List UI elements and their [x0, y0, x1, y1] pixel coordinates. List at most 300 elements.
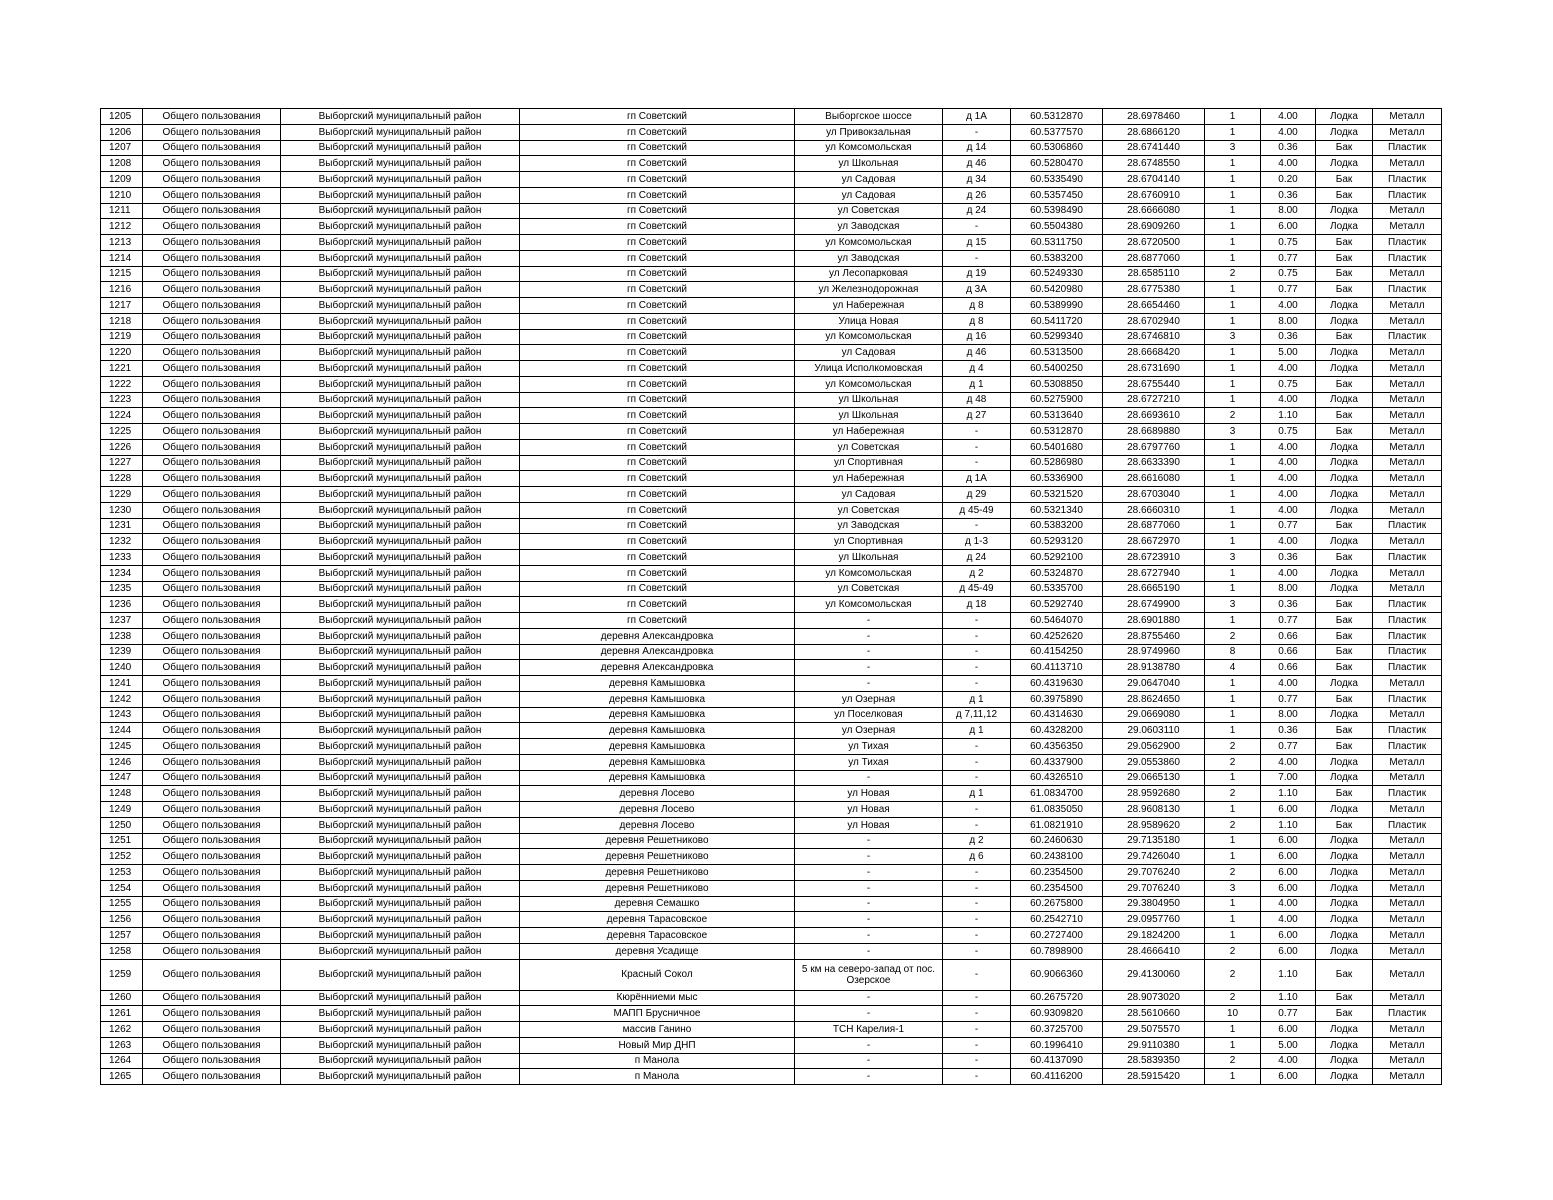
settlement-cell: п Манола [520, 1069, 795, 1085]
container-type-cell: Лодка [1316, 912, 1373, 928]
row-number-cell: 1261 [101, 1006, 143, 1022]
house-cell: - [943, 754, 1011, 770]
table-row [101, 345, 1442, 361]
house-cell: - [943, 880, 1011, 896]
row-number-cell: 1244 [101, 723, 143, 739]
usage-type-cell: Общего пользования [143, 581, 281, 597]
volume-cell: 0.77 [1261, 691, 1316, 707]
usage-type-cell: Общего пользования [143, 376, 281, 392]
container-count-cell: 1 [1205, 896, 1261, 912]
volume-cell: 0.36 [1261, 187, 1316, 203]
table-row [101, 943, 1442, 959]
house-cell: - [943, 439, 1011, 455]
settlement-cell: деревня Тарасовское [520, 928, 795, 944]
latitude-cell: 60.5292740 [1011, 597, 1103, 613]
settlement-cell: гп Советский [520, 455, 795, 471]
latitude-cell: 60.5249330 [1011, 266, 1103, 282]
house-cell: - [943, 896, 1011, 912]
settlement-cell: гп Советский [520, 187, 795, 203]
row-number-cell: 1233 [101, 550, 143, 566]
street-cell: ТСН Карелия-1 [795, 1022, 943, 1038]
street-cell: - [795, 912, 943, 928]
container-type-cell: Бак [1316, 376, 1373, 392]
row-number-cell: 1216 [101, 282, 143, 298]
district-cell: Выборгский муниципальный район [281, 376, 520, 392]
row-number-cell: 1264 [101, 1053, 143, 1069]
district-cell: Выборгский муниципальный район [281, 644, 520, 660]
row-number-cell: 1209 [101, 172, 143, 188]
street-cell: - [795, 943, 943, 959]
table-row [101, 628, 1442, 644]
table-row [101, 770, 1442, 786]
table-row [101, 424, 1442, 440]
settlement-cell: гп Советский [520, 282, 795, 298]
volume-cell: 0.77 [1261, 250, 1316, 266]
district-cell: Выборгский муниципальный район [281, 140, 520, 156]
district-cell: Выборгский муниципальный район [281, 235, 520, 251]
usage-type-cell: Общего пользования [143, 786, 281, 802]
row-number-cell: 1230 [101, 502, 143, 518]
settlement-cell: гп Советский [520, 109, 795, 125]
house-cell: д 4 [943, 361, 1011, 377]
longitude-cell: 28.6668420 [1103, 345, 1205, 361]
material-cell: Металл [1373, 1022, 1442, 1038]
usage-type-cell: Общего пользования [143, 156, 281, 172]
table-row [101, 298, 1442, 314]
table-row [101, 140, 1442, 156]
row-number-cell: 1205 [101, 109, 143, 125]
longitude-cell: 28.6727210 [1103, 392, 1205, 408]
container-type-cell: Лодка [1316, 880, 1373, 896]
volume-cell: 0.36 [1261, 597, 1316, 613]
table-row [101, 691, 1442, 707]
longitude-cell: 28.5915420 [1103, 1069, 1205, 1085]
house-cell: д 15 [943, 235, 1011, 251]
container-type-cell: Бак [1316, 250, 1373, 266]
container-type-cell: Лодка [1316, 770, 1373, 786]
usage-type-cell: Общего пользования [143, 471, 281, 487]
settlement-cell: гп Советский [520, 534, 795, 550]
district-cell: Выборгский муниципальный район [281, 298, 520, 314]
settlement-cell: деревня Усадище [520, 943, 795, 959]
longitude-cell: 29.4130060 [1103, 959, 1205, 990]
row-number-cell: 1235 [101, 581, 143, 597]
container-type-cell: Лодка [1316, 534, 1373, 550]
settlement-cell: деревня Лосево [520, 817, 795, 833]
longitude-cell: 28.6746810 [1103, 329, 1205, 345]
latitude-cell: 60.4319630 [1011, 676, 1103, 692]
street-cell: ул Садовая [795, 172, 943, 188]
usage-type-cell: Общего пользования [143, 518, 281, 534]
usage-type-cell: Общего пользования [143, 833, 281, 849]
latitude-cell: 60.5280470 [1011, 156, 1103, 172]
container-count-cell: 2 [1205, 266, 1261, 282]
material-cell: Металл [1373, 959, 1442, 990]
material-cell: Металл [1373, 565, 1442, 581]
row-number-cell: 1259 [101, 959, 143, 990]
settlement-cell: гп Советский [520, 471, 795, 487]
latitude-cell: 60.2438100 [1011, 849, 1103, 865]
table-row [101, 235, 1442, 251]
latitude-cell: 60.5411720 [1011, 313, 1103, 329]
usage-type-cell: Общего пользования [143, 691, 281, 707]
material-cell: Пластик [1373, 613, 1442, 629]
longitude-cell: 28.6666080 [1103, 203, 1205, 219]
volume-cell: 0.75 [1261, 376, 1316, 392]
container-type-cell: Бак [1316, 597, 1373, 613]
district-cell: Выборгский муниципальный район [281, 219, 520, 235]
latitude-cell: 60.5401680 [1011, 439, 1103, 455]
latitude-cell: 60.5324870 [1011, 565, 1103, 581]
house-cell: д 14 [943, 140, 1011, 156]
table-row [101, 613, 1442, 629]
container-type-cell: Бак [1316, 691, 1373, 707]
data-table [100, 108, 1442, 1085]
material-cell: Металл [1373, 439, 1442, 455]
settlement-cell: деревня Камышовка [520, 707, 795, 723]
volume-cell: 8.00 [1261, 203, 1316, 219]
district-cell: Выборгский муниципальный район [281, 959, 520, 990]
district-cell: Выборгский муниципальный район [281, 565, 520, 581]
street-cell: ул Поселковая [795, 707, 943, 723]
table-row [101, 1022, 1442, 1038]
material-cell: Металл [1373, 833, 1442, 849]
table-row [101, 990, 1442, 1006]
table-row [101, 408, 1442, 424]
container-type-cell: Бак [1316, 187, 1373, 203]
volume-cell: 1.10 [1261, 817, 1316, 833]
material-cell: Металл [1373, 109, 1442, 125]
table-row [101, 376, 1442, 392]
row-number-cell: 1250 [101, 817, 143, 833]
usage-type-cell: Общего пользования [143, 849, 281, 865]
table-row [101, 786, 1442, 802]
container-count-cell: 2 [1205, 943, 1261, 959]
volume-cell: 0.36 [1261, 329, 1316, 345]
volume-cell: 4.00 [1261, 124, 1316, 140]
container-type-cell: Бак [1316, 282, 1373, 298]
street-cell: Улица Новая [795, 313, 943, 329]
house-cell: д 45-49 [943, 581, 1011, 597]
table-row [101, 1069, 1442, 1085]
row-number-cell: 1247 [101, 770, 143, 786]
table-row [101, 203, 1442, 219]
material-cell: Металл [1373, 1053, 1442, 1069]
container-type-cell: Лодка [1316, 219, 1373, 235]
material-cell: Металл [1373, 219, 1442, 235]
latitude-cell: 60.2675720 [1011, 990, 1103, 1006]
row-number-cell: 1217 [101, 298, 143, 314]
row-number-cell: 1252 [101, 849, 143, 865]
settlement-cell: МАПП Брусничное [520, 1006, 795, 1022]
latitude-cell: 60.5321520 [1011, 487, 1103, 503]
street-cell: - [795, 676, 943, 692]
container-type-cell: Бак [1316, 408, 1373, 424]
settlement-cell: деревня Камышовка [520, 676, 795, 692]
house-cell: д 1А [943, 471, 1011, 487]
material-cell: Пластик [1373, 518, 1442, 534]
material-cell: Металл [1373, 1037, 1442, 1053]
house-cell: - [943, 1037, 1011, 1053]
volume-cell: 4.00 [1261, 487, 1316, 503]
latitude-cell: 60.5275900 [1011, 392, 1103, 408]
row-number-cell: 1249 [101, 802, 143, 818]
volume-cell: 1.10 [1261, 990, 1316, 1006]
material-cell: Металл [1373, 912, 1442, 928]
container-count-cell: 1 [1205, 581, 1261, 597]
street-cell: - [795, 1069, 943, 1085]
latitude-cell: 60.3725700 [1011, 1022, 1103, 1038]
container-type-cell: Лодка [1316, 707, 1373, 723]
container-count-cell: 1 [1205, 471, 1261, 487]
usage-type-cell: Общего пользования [143, 1053, 281, 1069]
container-count-cell: 2 [1205, 817, 1261, 833]
volume-cell: 6.00 [1261, 943, 1316, 959]
longitude-cell: 28.6909260 [1103, 219, 1205, 235]
table-row [101, 187, 1442, 203]
district-cell: Выборгский муниципальный район [281, 880, 520, 896]
district-cell: Выборгский муниципальный район [281, 581, 520, 597]
longitude-cell: 28.6665190 [1103, 581, 1205, 597]
usage-type-cell: Общего пользования [143, 219, 281, 235]
usage-type-cell: Общего пользования [143, 707, 281, 723]
district-cell: Выборгский муниципальный район [281, 817, 520, 833]
table-row [101, 959, 1442, 990]
volume-cell: 4.00 [1261, 1053, 1316, 1069]
row-number-cell: 1210 [101, 187, 143, 203]
container-count-cell: 1 [1205, 361, 1261, 377]
row-number-cell: 1245 [101, 739, 143, 755]
container-count-cell: 1 [1205, 534, 1261, 550]
material-cell: Металл [1373, 124, 1442, 140]
table-row [101, 313, 1442, 329]
latitude-cell: 60.9066360 [1011, 959, 1103, 990]
settlement-cell: деревня Семашко [520, 896, 795, 912]
table-body [101, 109, 1442, 1085]
district-cell: Выборгский муниципальный район [281, 990, 520, 1006]
container-count-cell: 1 [1205, 502, 1261, 518]
usage-type-cell: Общего пользования [143, 140, 281, 156]
container-type-cell: Лодка [1316, 833, 1373, 849]
table-row [101, 471, 1442, 487]
table-row [101, 849, 1442, 865]
volume-cell: 6.00 [1261, 849, 1316, 865]
material-cell: Металл [1373, 896, 1442, 912]
container-count-cell: 1 [1205, 1069, 1261, 1085]
container-count-cell: 1 [1205, 187, 1261, 203]
usage-type-cell: Общего пользования [143, 928, 281, 944]
house-cell: - [943, 770, 1011, 786]
district-cell: Выборгский муниципальный район [281, 707, 520, 723]
usage-type-cell: Общего пользования [143, 943, 281, 959]
row-number-cell: 1258 [101, 943, 143, 959]
container-count-cell: 1 [1205, 156, 1261, 172]
container-type-cell: Бак [1316, 660, 1373, 676]
street-cell: ул Советская [795, 203, 943, 219]
house-cell: д 19 [943, 266, 1011, 282]
container-type-cell: Бак [1316, 723, 1373, 739]
house-cell: д 45-49 [943, 502, 1011, 518]
longitude-cell: 29.0647040 [1103, 676, 1205, 692]
row-number-cell: 1207 [101, 140, 143, 156]
house-cell: - [943, 424, 1011, 440]
district-cell: Выборгский муниципальный район [281, 471, 520, 487]
longitude-cell: 28.6654460 [1103, 298, 1205, 314]
house-cell: д 8 [943, 313, 1011, 329]
longitude-cell: 29.9110380 [1103, 1037, 1205, 1053]
usage-type-cell: Общего пользования [143, 424, 281, 440]
material-cell: Металл [1373, 455, 1442, 471]
longitude-cell: 29.0957760 [1103, 912, 1205, 928]
house-cell: д 24 [943, 550, 1011, 566]
district-cell: Выборгский муниципальный район [281, 282, 520, 298]
latitude-cell: 60.5400250 [1011, 361, 1103, 377]
usage-type-cell: Общего пользования [143, 597, 281, 613]
volume-cell: 1.10 [1261, 959, 1316, 990]
container-count-cell: 1 [1205, 691, 1261, 707]
container-type-cell: Лодка [1316, 487, 1373, 503]
material-cell: Металл [1373, 203, 1442, 219]
longitude-cell: 28.6731690 [1103, 361, 1205, 377]
district-cell: Выборгский муниципальный район [281, 329, 520, 345]
latitude-cell: 60.9309820 [1011, 1006, 1103, 1022]
row-number-cell: 1248 [101, 786, 143, 802]
longitude-cell: 29.7076240 [1103, 865, 1205, 881]
longitude-cell: 28.6749900 [1103, 597, 1205, 613]
usage-type-cell: Общего пользования [143, 565, 281, 581]
volume-cell: 6.00 [1261, 802, 1316, 818]
latitude-cell: 60.5308850 [1011, 376, 1103, 392]
row-number-cell: 1215 [101, 266, 143, 282]
row-number-cell: 1221 [101, 361, 143, 377]
material-cell: Пластик [1373, 786, 1442, 802]
table-row [101, 156, 1442, 172]
table-row [101, 282, 1442, 298]
longitude-cell: 29.0665130 [1103, 770, 1205, 786]
row-number-cell: 1238 [101, 628, 143, 644]
container-type-cell: Бак [1316, 518, 1373, 534]
material-cell: Металл [1373, 392, 1442, 408]
usage-type-cell: Общего пользования [143, 1069, 281, 1085]
container-count-cell: 3 [1205, 550, 1261, 566]
longitude-cell: 28.6720500 [1103, 235, 1205, 251]
row-number-cell: 1254 [101, 880, 143, 896]
container-count-cell: 2 [1205, 739, 1261, 755]
settlement-cell: Кюрённиеми мыс [520, 990, 795, 1006]
table-row [101, 487, 1442, 503]
container-count-cell: 8 [1205, 644, 1261, 660]
street-cell: - [795, 613, 943, 629]
table-row [101, 676, 1442, 692]
street-cell: - [795, 880, 943, 896]
longitude-cell: 28.9749960 [1103, 644, 1205, 660]
longitude-cell: 28.8755460 [1103, 628, 1205, 644]
container-count-cell: 1 [1205, 849, 1261, 865]
longitude-cell: 28.9592680 [1103, 786, 1205, 802]
material-cell: Пластик [1373, 250, 1442, 266]
container-count-cell: 1 [1205, 723, 1261, 739]
volume-cell: 0.77 [1261, 518, 1316, 534]
settlement-cell: Новый Мир ДНП [520, 1037, 795, 1053]
street-cell: ул Комсомольская [795, 140, 943, 156]
street-cell: ул Озерная [795, 691, 943, 707]
latitude-cell: 60.2460630 [1011, 833, 1103, 849]
volume-cell: 5.00 [1261, 345, 1316, 361]
longitude-cell: 28.6797760 [1103, 439, 1205, 455]
row-number-cell: 1253 [101, 865, 143, 881]
row-number-cell: 1256 [101, 912, 143, 928]
settlement-cell: деревня Решетниково [520, 865, 795, 881]
material-cell: Металл [1373, 865, 1442, 881]
usage-type-cell: Общего пользования [143, 676, 281, 692]
material-cell: Металл [1373, 754, 1442, 770]
street-cell: ул Советская [795, 581, 943, 597]
house-cell: - [943, 865, 1011, 881]
row-number-cell: 1208 [101, 156, 143, 172]
table-row [101, 1006, 1442, 1022]
longitude-cell: 28.9138780 [1103, 660, 1205, 676]
usage-type-cell: Общего пользования [143, 865, 281, 881]
latitude-cell: 60.2354500 [1011, 880, 1103, 896]
container-count-cell: 1 [1205, 1037, 1261, 1053]
container-type-cell: Бак [1316, 739, 1373, 755]
container-type-cell: Бак [1316, 786, 1373, 802]
row-number-cell: 1229 [101, 487, 143, 503]
container-type-cell: Бак [1316, 235, 1373, 251]
table-row [101, 802, 1442, 818]
house-cell: - [943, 644, 1011, 660]
material-cell: Металл [1373, 502, 1442, 518]
street-cell: - [795, 1037, 943, 1053]
longitude-cell: 28.6672970 [1103, 534, 1205, 550]
table-row [101, 361, 1442, 377]
volume-cell: 0.75 [1261, 235, 1316, 251]
volume-cell: 0.77 [1261, 1006, 1316, 1022]
longitude-cell: 29.7135180 [1103, 833, 1205, 849]
table-row [101, 707, 1442, 723]
row-number-cell: 1255 [101, 896, 143, 912]
settlement-cell: гп Советский [520, 581, 795, 597]
volume-cell: 4.00 [1261, 912, 1316, 928]
house-cell: д 1 [943, 786, 1011, 802]
settlement-cell: гп Советский [520, 518, 795, 534]
table-row [101, 581, 1442, 597]
container-count-cell: 2 [1205, 959, 1261, 990]
district-cell: Выборгский муниципальный район [281, 439, 520, 455]
row-number-cell: 1219 [101, 329, 143, 345]
table-row [101, 833, 1442, 849]
row-number-cell: 1218 [101, 313, 143, 329]
house-cell: - [943, 990, 1011, 1006]
row-number-cell: 1262 [101, 1022, 143, 1038]
container-type-cell: Лодка [1316, 455, 1373, 471]
house-cell: - [943, 1053, 1011, 1069]
house-cell: - [943, 959, 1011, 990]
latitude-cell: 60.5464070 [1011, 613, 1103, 629]
street-cell: - [795, 644, 943, 660]
row-number-cell: 1226 [101, 439, 143, 455]
container-type-cell: Бак [1316, 990, 1373, 1006]
street-cell: ул Тихая [795, 739, 943, 755]
district-cell: Выборгский муниципальный район [281, 250, 520, 266]
volume-cell: 0.77 [1261, 282, 1316, 298]
street-cell: Выборгское шоссе [795, 109, 943, 125]
house-cell: д 24 [943, 203, 1011, 219]
usage-type-cell: Общего пользования [143, 754, 281, 770]
settlement-cell: гп Советский [520, 392, 795, 408]
district-cell: Выборгский муниципальный район [281, 534, 520, 550]
usage-type-cell: Общего пользования [143, 235, 281, 251]
